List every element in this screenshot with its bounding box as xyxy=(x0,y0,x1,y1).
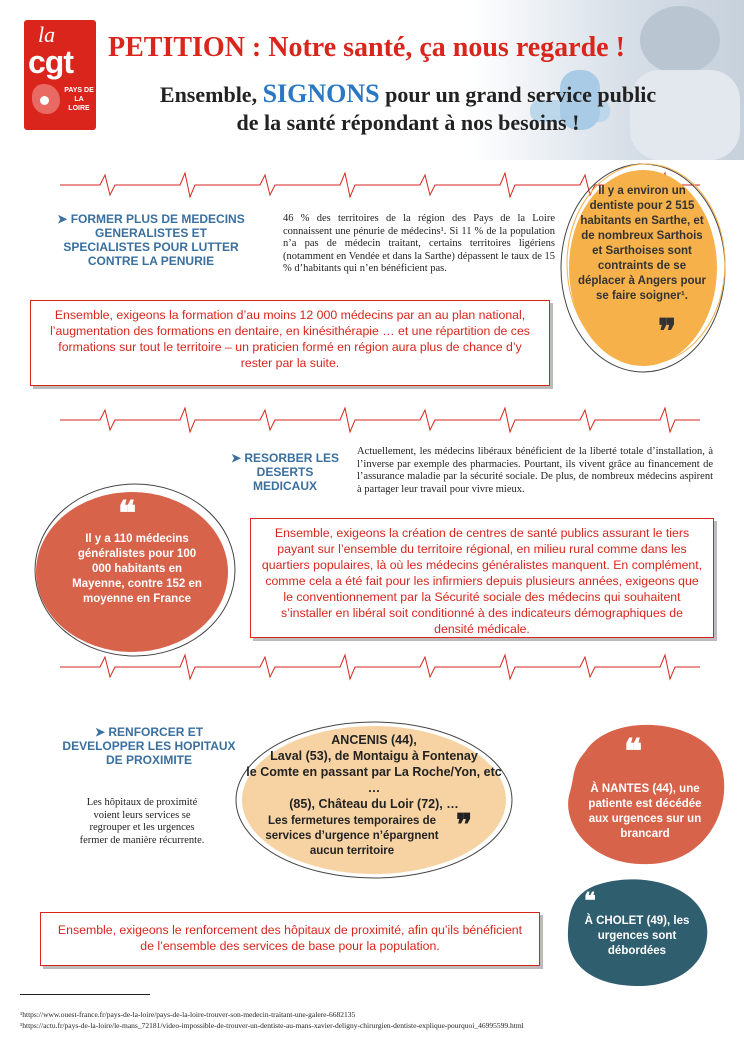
logo-cgt: cgt xyxy=(28,44,73,80)
section3-heading xyxy=(56,725,242,767)
logo-la: la xyxy=(38,22,56,47)
cities-list xyxy=(246,732,502,812)
section1-heading-text: FORMER PLUS DE MEDECINS GENERALISTES ET SPECIALISTES POUR LUTTER CONTRE LA PENURIE xyxy=(63,212,245,268)
cities-line3: le Comte en passant par La Roche/Yon, etc … xyxy=(246,765,502,795)
section2-heading-text: RESORBER LES DESERTS MEDICAUX xyxy=(244,451,340,493)
section3-heading-text: RENFORCER ET DEVELOPPER LES HOPITAUX DE PROXIMITE xyxy=(62,725,236,767)
subtitle-highlight: SIGNONS xyxy=(262,79,380,108)
cgt-logo xyxy=(24,20,96,130)
arrow-bullet-icon: ➤ xyxy=(230,451,245,465)
arrow-bullet-icon: ➤ xyxy=(57,212,71,226)
subtitle-line2: de la santé répondant à nos besoins ! xyxy=(236,110,580,135)
section1-text: 46 % des territoires de la région des Pays de la Loire connaissent une pénurie de médecins¹. Si 11 % de la population n’a pas de médecin traitant, certains territoires ligériens (notamment en Vendée et dans la Sarthe) dépassent le taux de 15 % d’habitants qui n’en bénéficient pas. xyxy=(283,213,555,274)
section1-heading xyxy=(56,212,246,268)
mayenne-quote-text: Il y a 110 médecins généralistes pour 100 000 habitants en Mayenne, contre 152 en moyenne en France xyxy=(72,533,202,605)
logo-region: PAYS DE LA LOIRE xyxy=(64,87,94,112)
cities-line4: (85), Château du Loir (72), … xyxy=(289,797,459,811)
footnote-rule xyxy=(20,994,150,995)
page-subtitle xyxy=(108,80,708,137)
page-title: PETITION : Notre santé, ça nous regarde ! xyxy=(108,32,625,63)
nantes-quote-text: À NANTES (44), une patiente est décédée aux urgences sur un brancard xyxy=(588,783,702,840)
dentist-quote-bubble xyxy=(558,160,728,375)
section2-text: Actuellement, les médecins libéraux bénéficient de la liberté totale d’installation, à l’inverse par exemple des pharmacies. Pourtant, ils vivent grâce au financement de l’assurance maladie par la sécurité sociale. De plus, de nombreux médecins aspirent à partager leur travail pour vivre mieux. xyxy=(357,446,713,495)
cities-line2: Laval (53), de Montaigu à Fontenay xyxy=(270,749,478,763)
heartbeat-line-icon xyxy=(60,405,700,435)
section2-heading xyxy=(230,451,340,493)
footnote-1: ¹https://www.ouest-france.fr/pays-de-la-loire/pays-de-la-loire-trouver-son-medecin-traitant-une-galere-6682135 xyxy=(20,1010,356,1019)
footnote-2: ¹https://actu.fr/pays-de-la-loire/le-mans_72181/video-impossible-de-trouver-un-dentiste-au-mans-xavier-deligny-chirurgien-dentiste-explique-pourquoi_46995599.html xyxy=(20,1021,524,1030)
quote-mark-icon: ❞ xyxy=(456,809,473,842)
cholet-quote-text: À CHOLET (49), les urgences sont débordées xyxy=(584,915,690,957)
section2-demand: Ensemble, exigeons la création de centres de santé publics assurant le tiers payant sur l’ensemble du territoire régional, en milieu rural comme dans les quartiers populaires, là où les médecins généralistes manquent. En complément, comme cela a été fait pour les infirmiers depuis plusieurs années, exigeons que le conventionnement par la Sécurité sociale des médecins qui souhaitent s’installer en libéral soit conditionné à des indicateurs démographiques de densité médicale. xyxy=(250,518,714,638)
subtitle-post: pour un grand service public xyxy=(379,82,657,107)
quote-mark-icon: ❞ xyxy=(658,314,677,351)
dentist-quote-text: Il y a environ un dentiste pour 2 515 habitants en Sarthe, et de nombreux Sarthois et Sarthoises sont contraints de se déplacer à Angers pour se faire soigner¹. xyxy=(577,185,707,302)
cities-quote-bubble xyxy=(232,718,516,882)
section1-demand: Ensemble, exigeons la formation d’au moins 12 000 médecins par an au plan national, l’augmentation des formations en dentaire, en kinésithérapie … et une répartition de ces formations sur tout le territoire – un praticien formé en région aura plus de chance d’y rester par la suite. xyxy=(30,300,550,386)
region-dot-icon xyxy=(40,96,49,105)
cities-line1: ANCENIS (44), xyxy=(331,733,417,747)
cholet-quote-bubble xyxy=(564,876,710,988)
quote-mark-icon: ❝ xyxy=(624,734,643,771)
arrow-bullet-icon: ➤ xyxy=(94,725,109,739)
nantes-quote-bubble xyxy=(560,712,730,872)
section3-text: Les hôpitaux de proximité voient leurs services se regrouper et les urgences fermer de manière récurrente. xyxy=(79,797,205,846)
header xyxy=(0,0,744,160)
section3-demand: Ensemble, exigeons le renforcement des hôpitaux de proximité, afin qu’ils bénéficient de l’ensemble des services de base pour la population. xyxy=(40,912,540,966)
closures-text: Les fermetures temporaires de services d’urgence n’épargnent aucun territoire xyxy=(265,815,439,857)
mayenne-quote-bubble xyxy=(30,480,240,660)
quote-mark-icon: ❝ xyxy=(584,888,596,913)
quote-mark-icon: ❝ xyxy=(118,496,137,533)
subtitle-pre: Ensemble, xyxy=(159,82,263,107)
